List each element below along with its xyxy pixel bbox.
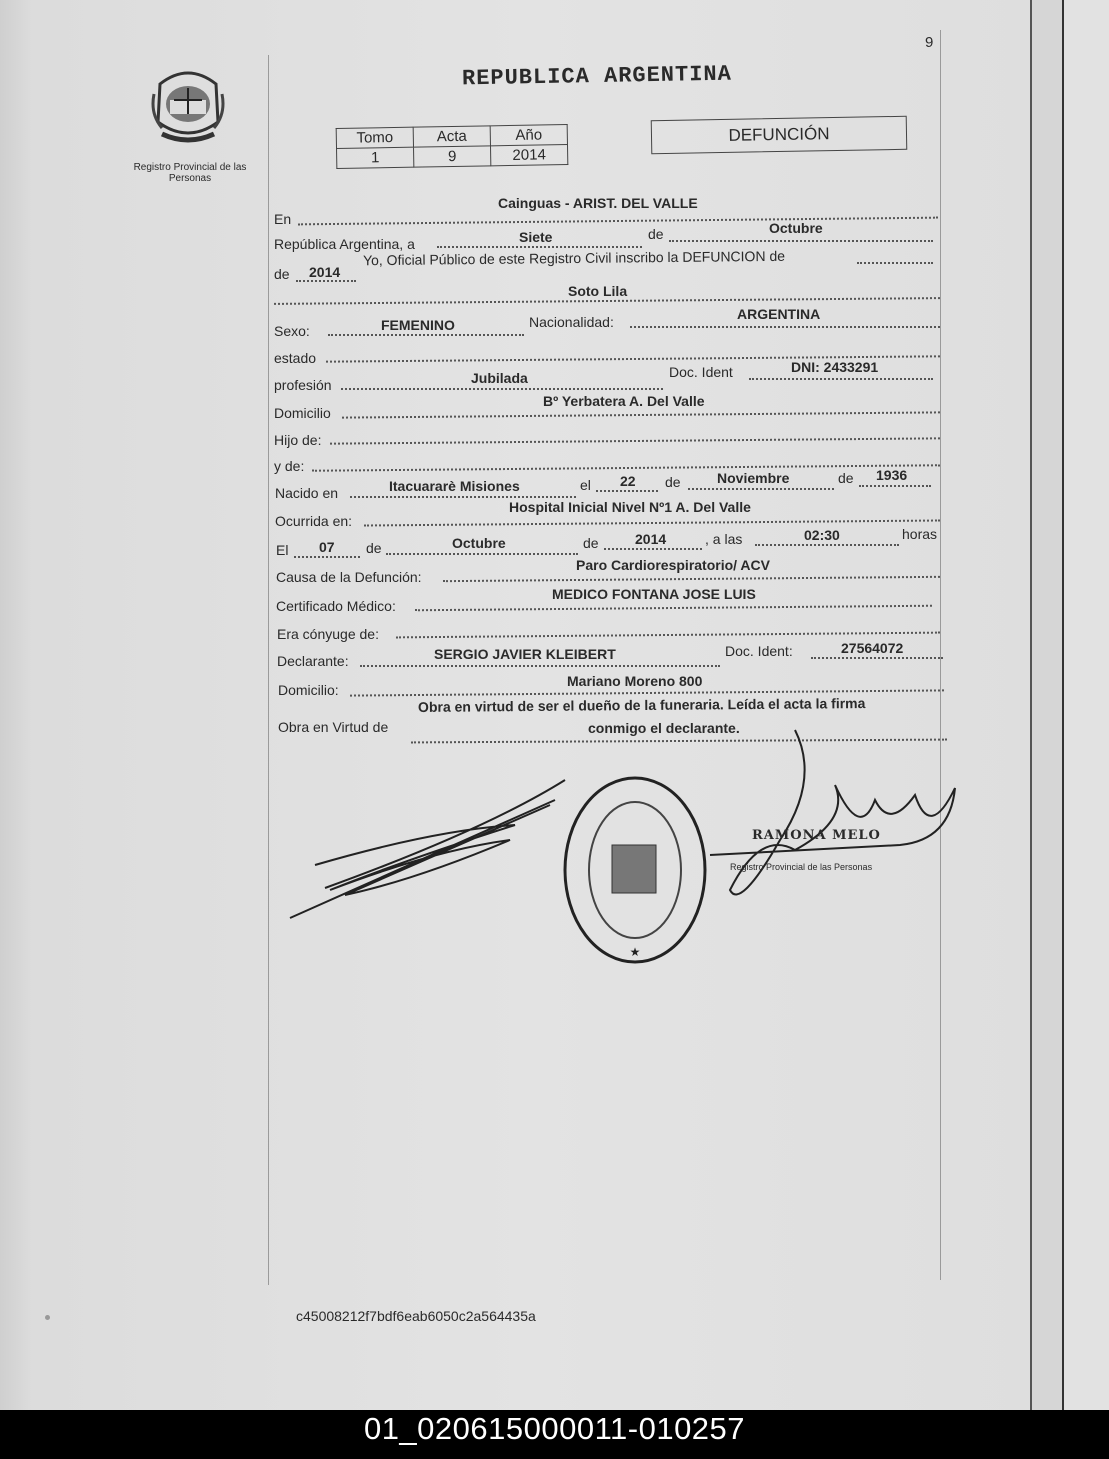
doc2-line bbox=[811, 657, 943, 659]
form-right-border bbox=[940, 30, 941, 1280]
declarante-label: Declarante: bbox=[277, 653, 349, 669]
ocurrida-label: Ocurrida en: bbox=[275, 513, 353, 529]
de-label-5: de bbox=[366, 540, 382, 556]
month-word: Octubre bbox=[769, 220, 823, 236]
inscribo-line bbox=[857, 262, 933, 264]
obra-value-2: conmigo el declarante. bbox=[588, 720, 740, 736]
sexo-line bbox=[328, 334, 524, 336]
ocurrida-value: Hospital Inicial Nivel Nº1 A. Del Valle bbox=[509, 499, 751, 515]
sexo-label: Sexo: bbox=[274, 323, 310, 339]
estado-label: estado bbox=[274, 350, 317, 366]
month-line bbox=[669, 240, 933, 242]
death-time-line bbox=[755, 544, 899, 546]
page-number: 9 bbox=[925, 34, 934, 51]
de-label: de bbox=[648, 226, 664, 242]
day-word: Siete bbox=[519, 229, 553, 245]
official-signature bbox=[700, 720, 970, 910]
footer-id: 01_020615000011-010257 bbox=[363, 1411, 746, 1446]
birth-month-line bbox=[688, 488, 834, 490]
document-title: REPUBLICA ARGENTINA bbox=[461, 61, 733, 92]
nacido-value: Itacuararè Misiones bbox=[389, 478, 520, 494]
adjacent-page-edge-2 bbox=[1062, 0, 1109, 1410]
form-left-border bbox=[268, 55, 269, 1285]
de-label-6: de bbox=[583, 535, 599, 551]
declarante-line bbox=[360, 665, 720, 667]
en-label: En bbox=[274, 211, 292, 227]
acta-value: 9 bbox=[414, 146, 491, 167]
doc-line bbox=[749, 378, 933, 380]
de-label-4: de bbox=[838, 470, 854, 486]
birth-day-line bbox=[596, 490, 658, 492]
document-hash: c45008212f7bdf6eab6050c2a564435a bbox=[296, 1308, 536, 1324]
doc2-label: Doc. Ident: bbox=[725, 643, 793, 659]
alas-label: , a las bbox=[705, 531, 743, 547]
profesion-value: Jubilada bbox=[471, 370, 528, 386]
obra-label: Obra en Virtud de bbox=[278, 719, 389, 735]
domicilio-label: Domicilio bbox=[274, 405, 331, 421]
tomo-value: 1 bbox=[337, 147, 414, 168]
death-time: 02:30 bbox=[804, 527, 840, 543]
anio-value: 2014 bbox=[490, 144, 567, 165]
death-year: 2014 bbox=[635, 531, 667, 547]
inscribo-text: Yo, Oficial Público de este Registro Civil inscribo la DEFUNCION de bbox=[362, 247, 786, 269]
obra-value-1: Obra en virtud de ser el dueño de la funeraria. Leída el acta la firma bbox=[417, 695, 866, 715]
death-month-line bbox=[386, 553, 578, 555]
certificado-value: MEDICO FONTANA JOSE LUIS bbox=[552, 586, 756, 602]
declarante-value: SERGIO JAVIER KLEIBERT bbox=[434, 646, 616, 662]
profesion-line bbox=[341, 388, 663, 390]
horas-label: horas bbox=[902, 526, 938, 542]
domicilio-value: Bº Yerbatera A. Del Valle bbox=[543, 393, 705, 409]
doc-value: DNI: 2433291 bbox=[791, 359, 879, 375]
birth-day: 22 bbox=[620, 473, 636, 489]
nacido-label: Nacido en bbox=[275, 485, 339, 501]
anio-header: Año bbox=[490, 124, 567, 145]
day-line bbox=[437, 246, 642, 248]
registry-stamp bbox=[560, 770, 710, 970]
hijo-label: Hijo de: bbox=[274, 432, 322, 448]
tomo-header: Tomo bbox=[336, 127, 413, 148]
year-value: 2014 bbox=[309, 264, 341, 280]
birth-year-line bbox=[859, 485, 931, 487]
speck bbox=[45, 1315, 50, 1320]
official-name: RAMONA MELO bbox=[752, 828, 881, 843]
republica-label: República Argentina, a bbox=[274, 236, 415, 252]
conyuge-label: Era cónyuge de: bbox=[277, 626, 379, 642]
nacionalidad-value: ARGENTINA bbox=[737, 306, 821, 322]
death-day-line bbox=[294, 556, 360, 558]
acta-header: Acta bbox=[413, 126, 490, 147]
birth-year: 1936 bbox=[876, 467, 908, 483]
certificado-label: Certificado Médico: bbox=[276, 598, 396, 614]
causa-value: Paro Cardiorespiratorio/ ACV bbox=[576, 557, 770, 573]
official-subtitle: Registro Provincial de las Personas bbox=[730, 862, 873, 872]
el-label: el bbox=[580, 477, 591, 493]
death-year-line bbox=[604, 548, 702, 550]
profesion-label: profesión bbox=[274, 377, 332, 393]
svg-text:★: ★ bbox=[629, 945, 641, 959]
causa-label: Causa de la Defunción: bbox=[276, 569, 422, 585]
nacido-line bbox=[350, 496, 576, 498]
de-label-2: de bbox=[274, 266, 290, 282]
record-type-box: DEFUNCIÓN bbox=[651, 116, 908, 154]
domicilio2-value: Mariano Moreno 800 bbox=[567, 673, 703, 689]
nacionalidad-label: Nacionalidad: bbox=[529, 314, 614, 330]
birth-month: Noviembre bbox=[717, 470, 790, 486]
de-label-3: de bbox=[665, 474, 681, 490]
record-table bbox=[336, 124, 569, 169]
sexo-value: FEMENINO bbox=[381, 317, 455, 333]
en-value: Cainguas - ARIST. DEL VALLE bbox=[498, 195, 698, 211]
nacionalidad-line bbox=[630, 326, 940, 328]
doc2-value: 27564072 bbox=[841, 640, 904, 656]
declarant-signature bbox=[285, 770, 585, 930]
year-line bbox=[296, 280, 356, 282]
misiones-seal-icon bbox=[148, 64, 228, 154]
death-month: Octubre bbox=[452, 535, 506, 551]
doc-label: Doc. Ident bbox=[669, 364, 733, 380]
deceased-name: Soto Lila bbox=[568, 283, 628, 299]
registry-caption: Registro Provincial de las Personas bbox=[133, 162, 247, 184]
el2-label: El bbox=[276, 542, 289, 558]
death-day: 07 bbox=[319, 539, 335, 555]
yde-label: y de: bbox=[274, 458, 305, 474]
domicilio2-label: Domicilio: bbox=[278, 682, 339, 698]
